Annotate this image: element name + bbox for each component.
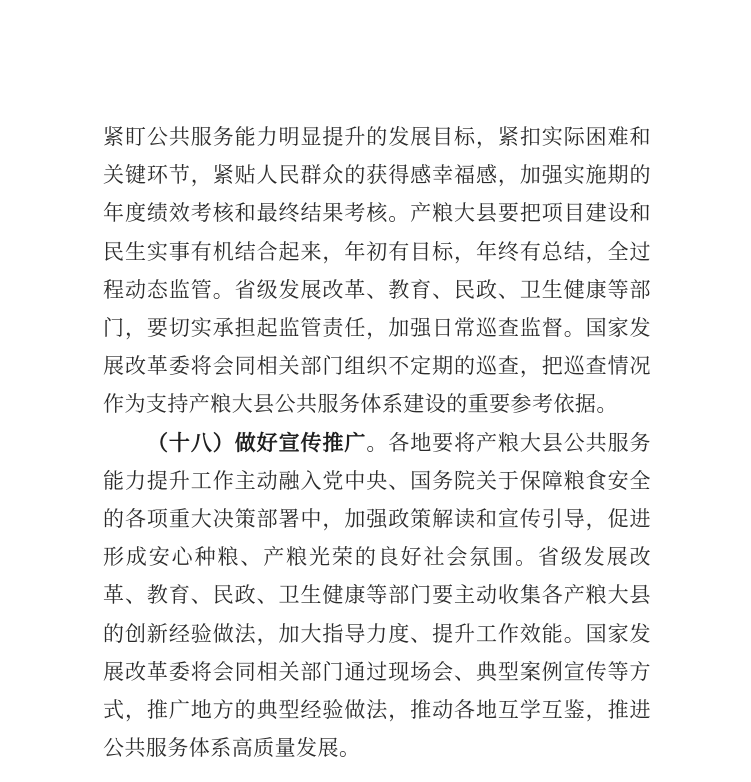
- paragraph-monitoring: [103, 118, 651, 424]
- paragraph-monitoring-text: 紧盯公共服务能力明显提升的发展目标，紧扣实际困难和关键环节，紧贴人民群众的获得感幸福感，加强实施期的年度绩效考核和最终结果考核。产粮大县要把项目建设和民生实事有机结合起来，年初有目标，年终有总结，全过程动态监管。省级发展改革、教育、民政、卫生健康等部门，要切实承担起监管责任，加强日常巡查监督。国家发展改革委将会同相关部门组织不定期的巡查，把巡查情况作为支持产粮大县公共服务体系建设的重要参考依据。: [103, 125, 651, 417]
- document-body: [103, 118, 651, 767]
- paragraph-section-18: [103, 424, 651, 768]
- section-18-body: 。各地要将产粮大县公共服务能力提升工作主动融入党中央、国务院关于保障粮食安全的各项重大决策部署中，加强政策解读和宣传引导，促进形成安心种粮、产粮光荣的良好社会氛围。省级发展改革、教育、民政、卫生健康等部门要主动收集各产粮大县的创新经验做法，加大指导力度、提升工作效能。国家发展改革委将会同相关部门通过现场会、典型案例宣传等方式，推广地方的典型经验做法，推动各地互学互鉴，推进公共服务体系高质量发展。: [103, 430, 651, 761]
- section-18-heading: （十八）做好宣传推广: [147, 430, 367, 455]
